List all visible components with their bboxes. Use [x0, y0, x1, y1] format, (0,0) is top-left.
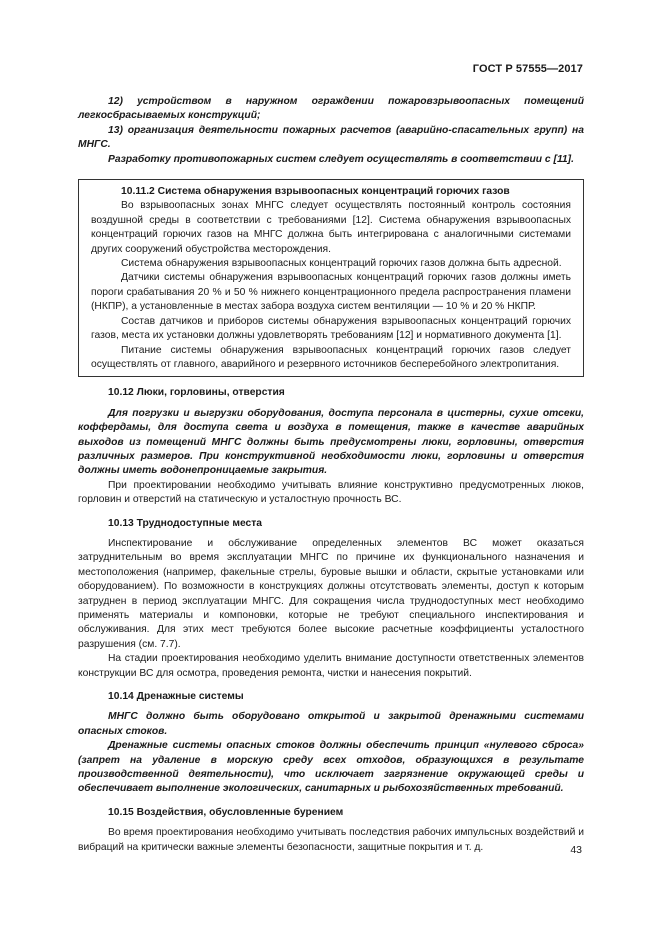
intro-item-12: 12) устройством в наружном ограждении пожаровзрывоопасных помещений легкосбрасываемых конструкций;: [78, 96, 584, 122]
section-heading-10-12: 10.12 Люки, горловины, отверстия: [108, 387, 285, 399]
box-paragraph: Состав датчиков и приборов системы обнаружения взрывоопасных концентраций горючих газов, места их установки должны удовлетворять требованиям [12] и нормативного документа [1].: [91, 315, 571, 342]
box-paragraph: Питание системы обнаружения взрывоопасных концентраций горючих газов следует осуществлять от главного, аварийного и резервного источников бесперебойного электропитания.: [91, 344, 571, 370]
box-paragraph: Во взрывоопасных зонах МНГС следует осуществлять постоянный контроль состояния воздушной среды в соответствии с требованиями [12]. Система обнаружения взрывоопасных концентраций горючих газов на МНГС должна быть интегрирована с аналогичными системами других сооружений обустройства месторождения.: [91, 200, 571, 255]
section-10-12-requirement: Для погрузки и выгрузки оборудования, доступа персонала в цистерны, сухие отсеки, коффердамы, для доступа света и воздуха в помещения, также в качестве аварийных выходов из помещений МНГС должны быть предусмотрены люки, горловины, отверстия различных размеров. При конструктивной необходимости люки, горловины и отверстия должны иметь водонепроницаемые закрытия.: [78, 407, 584, 477]
framed-section-10-11-2: [78, 179, 584, 377]
section-10-13-paragraph-2: На стадии проектирования необходимо уделить внимание доступности ответственных элементов конструкции ВС для осмотра, проведения ремонта, чистки и нанесения покрытий.: [78, 653, 584, 679]
standard-code: ГОСТ Р 57555—2017: [472, 63, 583, 75]
section-heading-10-14: 10.14 Дренажные системы: [108, 691, 244, 703]
intro-reference: Разработку противопожарных систем следует осуществлять в соответствии с [11].: [108, 153, 574, 165]
intro-item-13: 13) организация деятельности пожарных расчетов (аварийно-спасательных групп) на МНГС.: [78, 124, 584, 151]
box-paragraph: Датчики системы обнаружения взрывоопасных концентраций горючих газов должны иметь пороги срабатывания 20 % и 50 % нижнего концентрационного предела распространения пламени (НКПР), а установленные в местах забора воздуха систем вентиляции — 10 % и 20 % НКПР.: [91, 272, 571, 313]
section-10-14-requirement-1: МНГС должно быть оборудовано открытой и закрытой дренажными системами опасных стоков.: [78, 711, 584, 737]
section-10-12-text: При проектировании необходимо учитывать влияние конструктивно предусмотренных люков, горловин и отверстий на статическую и усталостную прочность ВС.: [78, 479, 584, 506]
page-number: 43: [570, 844, 582, 856]
section-10-15-text: Во время проектирования необходимо учитывать последствия рабочих импульсных воздействий и вибраций на критически важные элементы безопасности, защитные покрытия и т. д.: [78, 827, 584, 853]
page-content: [78, 95, 584, 855]
section-heading-10-11-2: 10.11.2 Система обнаружения взрывоопасных концентраций горючих газов: [121, 186, 510, 198]
box-paragraph: Система обнаружения взрывоопасных концентраций горючих газов должна быть адресной.: [121, 258, 562, 270]
section-heading-10-15: 10.15 Воздействия, обусловленные бурением: [108, 806, 344, 818]
section-10-13-paragraph-1: Инспектирование и обслуживание определенных элементов ВС может оказаться затруднительным во время эксплуатации МНГС по причине их функционального назначения и местоположения (например, факельные стрелы, буровые вышки и области, скрытые установками или оборудованием). По возможности в конструкциях должны отсутствовать элементы, доступ к которым затруднен в период эксплуатации МНГС. Для сокращения числа труднодоступных мест необходимо применять материалы и компоновки, которые не требуют специального инспектирования и обслуживания. Для этих мест требуются более высокие расчетные коэффициенты усталостного разрушения (см. 7.7).: [78, 537, 584, 650]
section-10-14-requirement-2: Дренажные системы опасных стоков должны обеспечить принцип «нулевого сброса» (запрет на удаление в морскую среду всех отходов, образующихся в результате производственной деятельности), что исключает загрязнение окружающей среды и обеспечивает выполнение экологических, санитарных и рыбохозяйственных требований.: [78, 740, 584, 795]
section-heading-10-13: 10.13 Труднодоступные места: [108, 517, 263, 529]
